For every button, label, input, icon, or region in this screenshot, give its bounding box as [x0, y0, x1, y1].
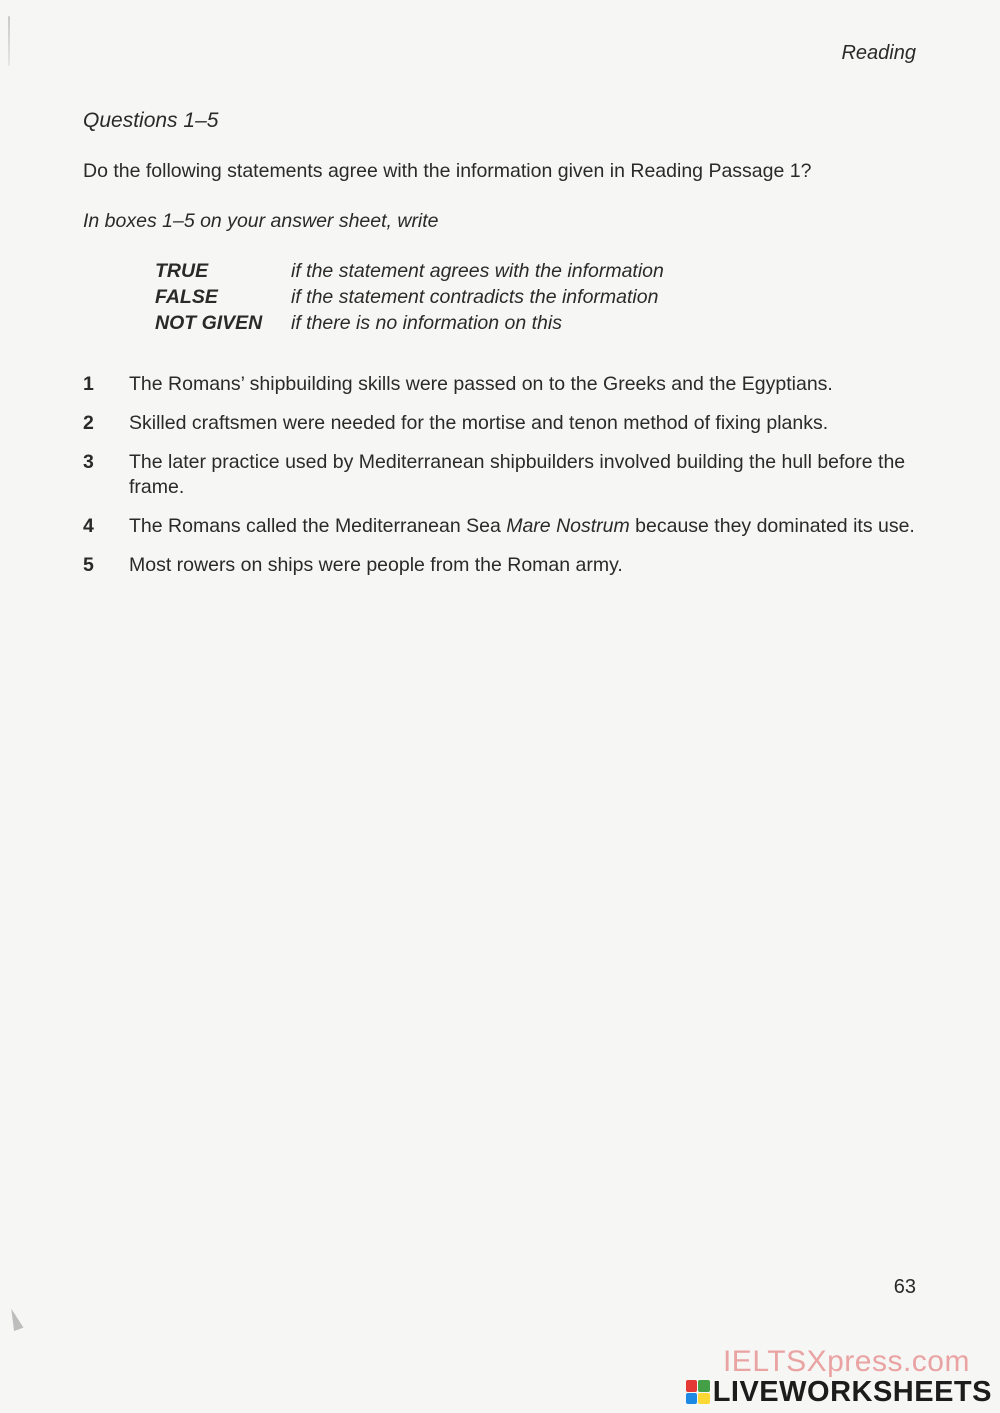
answer-key-description: if there is no information on this [291, 312, 562, 334]
logo-square-blue [686, 1393, 698, 1405]
page-number: 63 [893, 1276, 916, 1298]
statement-text-start: The Romans called the Mediterranean Sea [129, 515, 507, 537]
answer-key-row [155, 258, 664, 284]
answer-key-row [155, 310, 664, 336]
statement-number: 5 [83, 554, 94, 576]
running-header: Reading [841, 42, 916, 64]
answer-key-term: FALSE [155, 286, 218, 308]
statement-item [83, 553, 923, 578]
liveworksheets-wordmark: LIVEWORKSHEETS [712, 1375, 992, 1408]
liveworksheets-logo-icon [686, 1380, 710, 1404]
statement-text: Most rowers on ships were people from the Roman army. [129, 554, 623, 576]
statement-item [83, 411, 923, 436]
answer-key-description: if the statement agrees with the information [291, 260, 664, 282]
statement-item [83, 450, 923, 500]
logo-square-green [698, 1380, 710, 1392]
answer-key-term: NOT GIVEN [155, 312, 263, 334]
statement-number: 3 [83, 451, 94, 473]
statement-number: 1 [83, 373, 94, 395]
scan-edge-mark [8, 16, 10, 66]
questions-instruction: In boxes 1–5 on your answer sheet, write [83, 210, 439, 232]
answer-key-term: TRUE [155, 260, 209, 282]
statement-number: 4 [83, 515, 94, 537]
logo-square-red [686, 1380, 698, 1392]
ieltsxpress-watermark: IELTSXpress.com [722, 1345, 970, 1378]
statement-italic-term: Mare Nostrum [506, 515, 630, 537]
statement-text: The later practice used by Mediterranean shipbuilders involved building the hull before the frame. [129, 451, 906, 498]
questions-prompt: Do the following statements agree with the information given in Reading Passage 1? [83, 160, 812, 182]
scan-corner-mark [7, 1307, 24, 1331]
statement-text-end: because they dominated its use. [629, 515, 915, 537]
answer-key-description: if the statement contradicts the information [291, 286, 659, 308]
logo-square-yellow [698, 1393, 710, 1405]
statement-text: Skilled craftsmen were needed for the mortise and tenon method of fixing planks. [129, 412, 829, 434]
questions-heading: Questions 1–5 [83, 109, 219, 132]
statement-item [83, 372, 923, 397]
statement-number: 2 [83, 412, 94, 434]
statement-text: The Romans’ shipbuilding skills were passed on to the Greeks and the Egyptians. [129, 373, 833, 395]
liveworksheets-watermark [686, 1376, 992, 1408]
answer-key-table [155, 258, 664, 336]
statement-list [83, 372, 923, 592]
statement-item [83, 514, 923, 539]
answer-key-row [155, 284, 664, 310]
